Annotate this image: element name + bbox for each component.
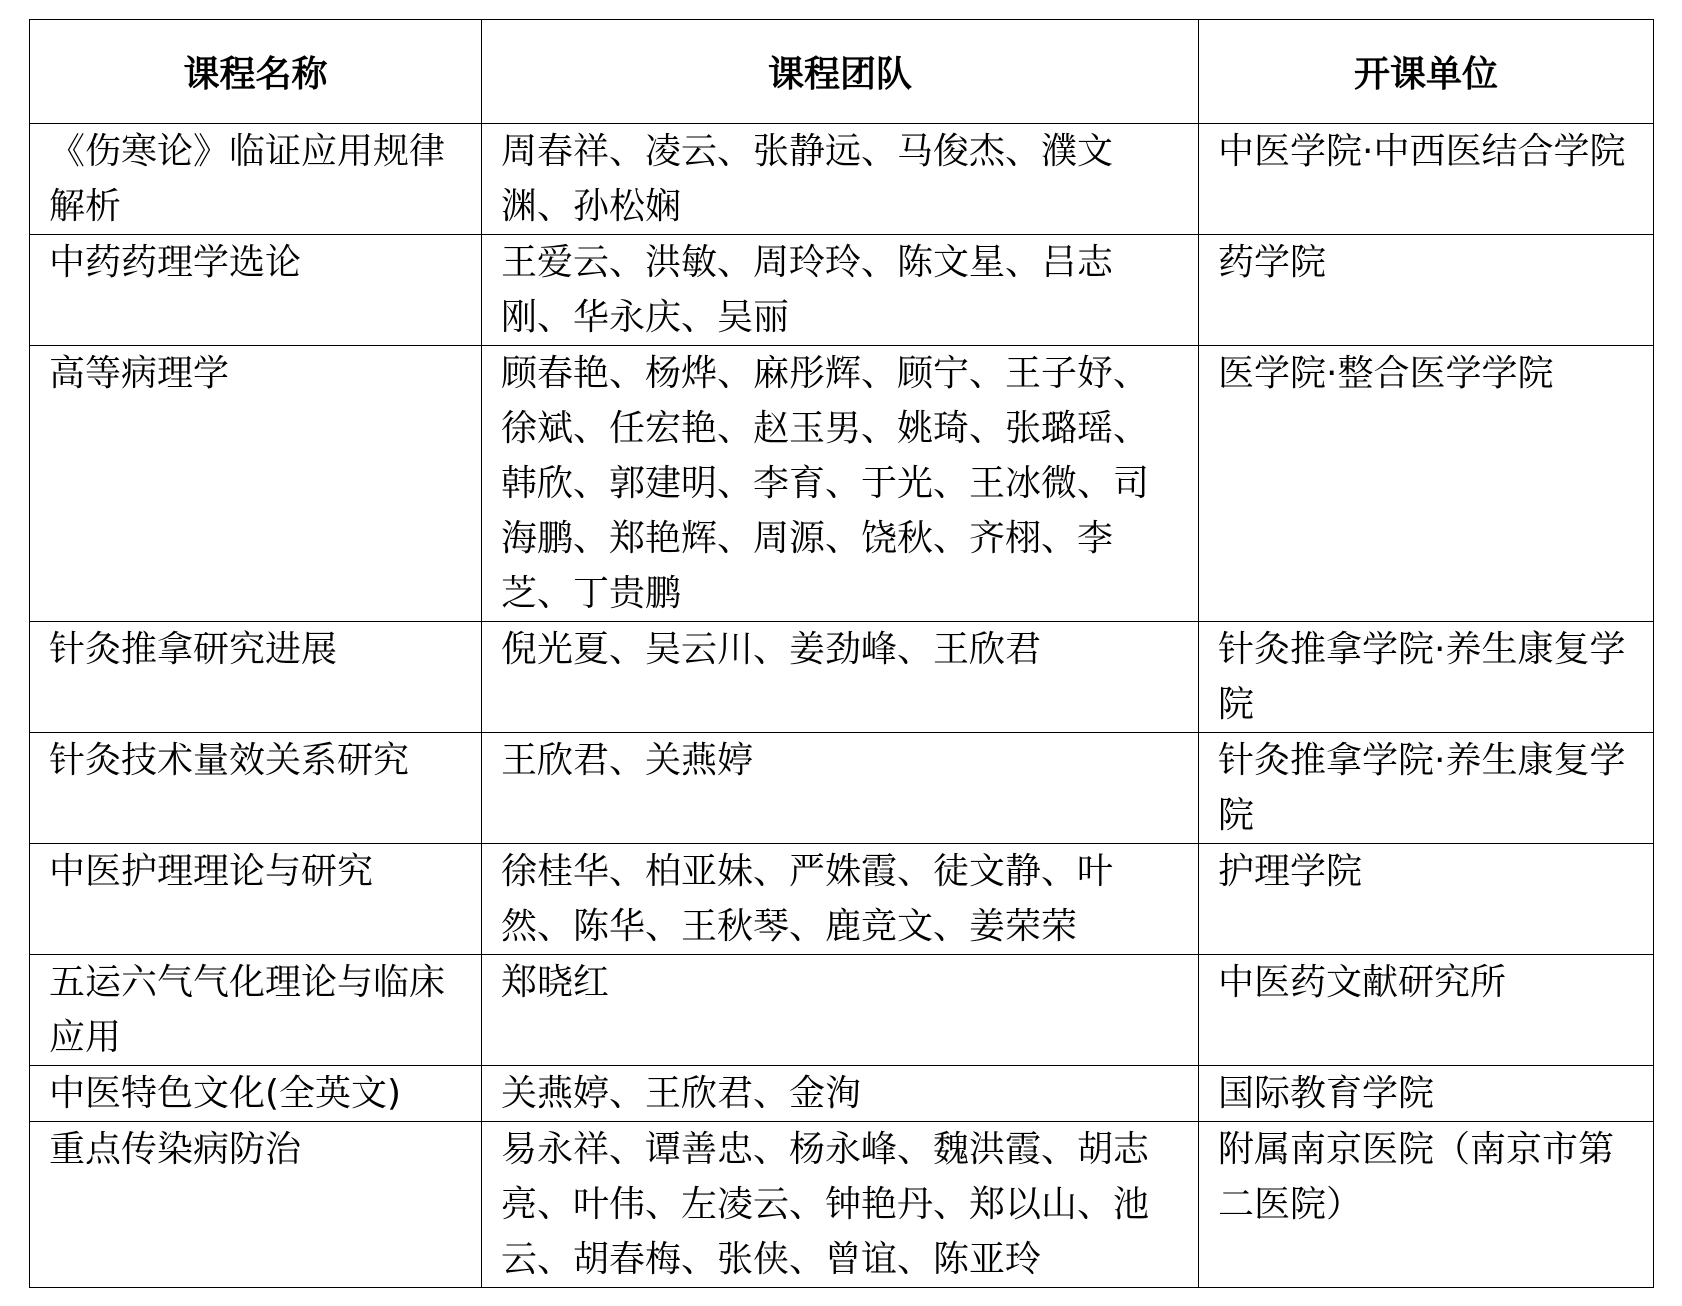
- course-name-cell: 针灸推拿研究进展: [30, 622, 482, 733]
- table-row: [30, 346, 1654, 622]
- offering-unit-cell: 附属南京医院（南京市第二医院）: [1199, 1122, 1654, 1288]
- offering-unit-cell: 药学院: [1199, 235, 1654, 346]
- header-course-team: 课程团队: [482, 20, 1199, 124]
- course-team-cell: 周春祥、凌云、张静远、马俊杰、濮文渊、孙松娴: [482, 124, 1199, 235]
- course-name-cell: 《伤寒论》临证应用规律解析: [30, 124, 482, 235]
- table-row: [30, 733, 1654, 844]
- offering-unit-cell: 针灸推拿学院·养生康复学院: [1199, 622, 1654, 733]
- course-name-cell: 中医特色文化(全英文): [30, 1066, 482, 1122]
- course-team-cell: 关燕婷、王欣君、金洵: [482, 1066, 1199, 1122]
- offering-unit-cell: 医学院·整合医学学院: [1199, 346, 1654, 622]
- table-row: [30, 1122, 1654, 1288]
- offering-unit-cell: 护理学院: [1199, 844, 1654, 955]
- offering-unit-cell: 中医学院·中西医结合学院: [1199, 124, 1654, 235]
- table-row: [30, 124, 1654, 235]
- course-name-cell: 中医护理理论与研究: [30, 844, 482, 955]
- course-name-cell: 高等病理学: [30, 346, 482, 622]
- course-name-cell: 五运六气气化理论与临床应用: [30, 955, 482, 1066]
- course-name-cell: 重点传染病防治: [30, 1122, 482, 1288]
- course-team-cell: 郑晓红: [482, 955, 1199, 1066]
- course-team-cell: 王欣君、关燕婷: [482, 733, 1199, 844]
- course-team-cell: 顾春艳、杨烨、麻彤辉、顾宁、王子妤、徐斌、任宏艳、赵玉男、姚琦、张璐瑶、韩欣、郭建明、李育、于光、王冰微、司海鹏、郑艳辉、周源、饶秋、齐栩、李芝、丁贵鹏: [482, 346, 1199, 622]
- course-name-cell: 中药药理学选论: [30, 235, 482, 346]
- course-team-cell: 徐桂华、柏亚妹、严姝霞、徒文静、叶然、陈华、王秋琴、鹿竞文、姜荣荣: [482, 844, 1199, 955]
- offering-unit-cell: 国际教育学院: [1199, 1066, 1654, 1122]
- course-name-cell: 针灸技术量效关系研究: [30, 733, 482, 844]
- header-course-name: 课程名称: [30, 20, 482, 124]
- header-row: [30, 20, 1654, 124]
- table-row: [30, 1066, 1654, 1122]
- table-row: [30, 235, 1654, 346]
- header-offering-unit: 开课单位: [1199, 20, 1654, 124]
- table-row: [30, 622, 1654, 733]
- offering-unit-cell: 针灸推拿学院·养生康复学院: [1199, 733, 1654, 844]
- offering-unit-cell: 中医药文献研究所: [1199, 955, 1654, 1066]
- course-team-cell: 倪光夏、吴云川、姜劲峰、王欣君: [482, 622, 1199, 733]
- table-row: [30, 955, 1654, 1066]
- course-table: [29, 19, 1654, 1288]
- table-row: [30, 844, 1654, 955]
- course-team-cell: 王爱云、洪敏、周玲玲、陈文星、吕志刚、华永庆、吴丽: [482, 235, 1199, 346]
- course-team-cell: 易永祥、谭善忠、杨永峰、魏洪霞、胡志亮、叶伟、左凌云、钟艳丹、郑以山、池云、胡春梅、张侠、曾谊、陈亚玲: [482, 1122, 1199, 1288]
